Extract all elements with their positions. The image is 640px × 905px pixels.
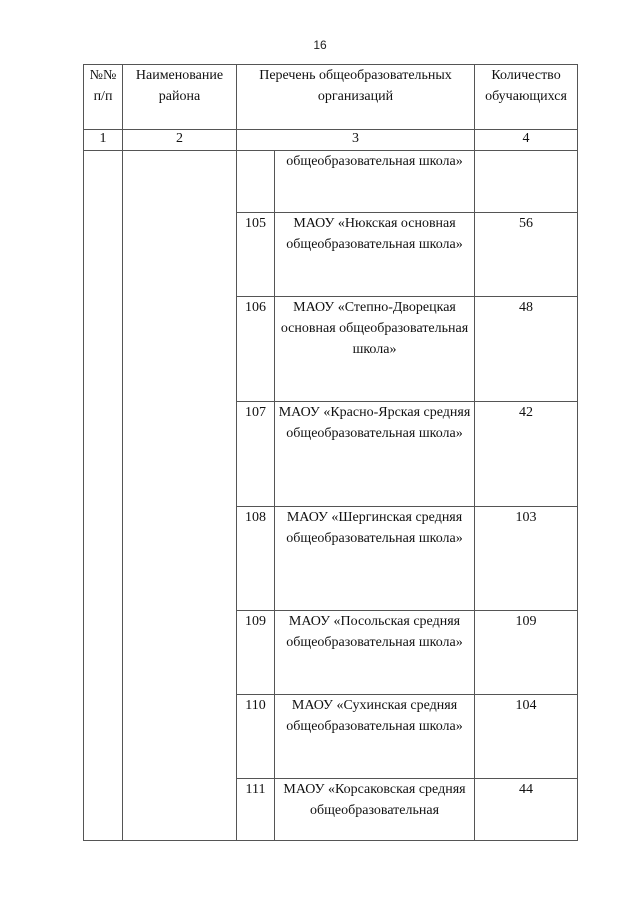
column-number: 3	[237, 130, 475, 151]
student-count: 104	[475, 695, 578, 779]
org-number: 109	[237, 611, 275, 695]
student-count: 109	[475, 611, 578, 695]
org-number: 105	[237, 213, 275, 297]
column-number: 4	[475, 130, 578, 151]
org-name: МАОУ «Красно-Ярская средняя общеобразовательная школа»	[275, 402, 475, 507]
table-row	[84, 151, 578, 213]
student-count: 44	[475, 779, 578, 841]
header-students: Количество обучающихся	[475, 65, 578, 130]
org-number	[237, 151, 275, 213]
org-name: МАОУ «Нюкская основная общеобразовательная школа»	[275, 213, 475, 297]
schools-table	[83, 64, 578, 841]
org-number: 106	[237, 297, 275, 402]
org-number: 111	[237, 779, 275, 841]
row-number-cell	[84, 151, 123, 841]
org-name: МАОУ «Сухинская средняя общеобразовательная школа»	[275, 695, 475, 779]
org-name: МАОУ «Посольская средняя общеобразовательная школа»	[275, 611, 475, 695]
student-count: 56	[475, 213, 578, 297]
table-header-row	[84, 65, 578, 130]
org-name: МАОУ «Степно-Дворецкая основная общеобразовательная школа»	[275, 297, 475, 402]
column-numbers-row	[84, 130, 578, 151]
student-count: 48	[475, 297, 578, 402]
student-count	[475, 151, 578, 213]
org-number: 107	[237, 402, 275, 507]
column-number: 2	[123, 130, 237, 151]
page-number: 16	[313, 38, 327, 52]
district-cell	[123, 151, 237, 841]
student-count: 103	[475, 507, 578, 611]
org-name: МАОУ «Корсаковская средняя общеобразовательная	[275, 779, 475, 841]
org-name: общеобразовательная школа»	[275, 151, 475, 213]
org-number: 108	[237, 507, 275, 611]
org-name: МАОУ «Шергинская средняя общеобразовательная школа»	[275, 507, 475, 611]
student-count: 42	[475, 402, 578, 507]
header-number: №№ п/п	[84, 65, 123, 130]
column-number: 1	[84, 130, 123, 151]
header-organizations: Перечень общеобразовательных организаций	[237, 65, 475, 130]
org-number: 110	[237, 695, 275, 779]
header-district: Наименование района	[123, 65, 237, 130]
